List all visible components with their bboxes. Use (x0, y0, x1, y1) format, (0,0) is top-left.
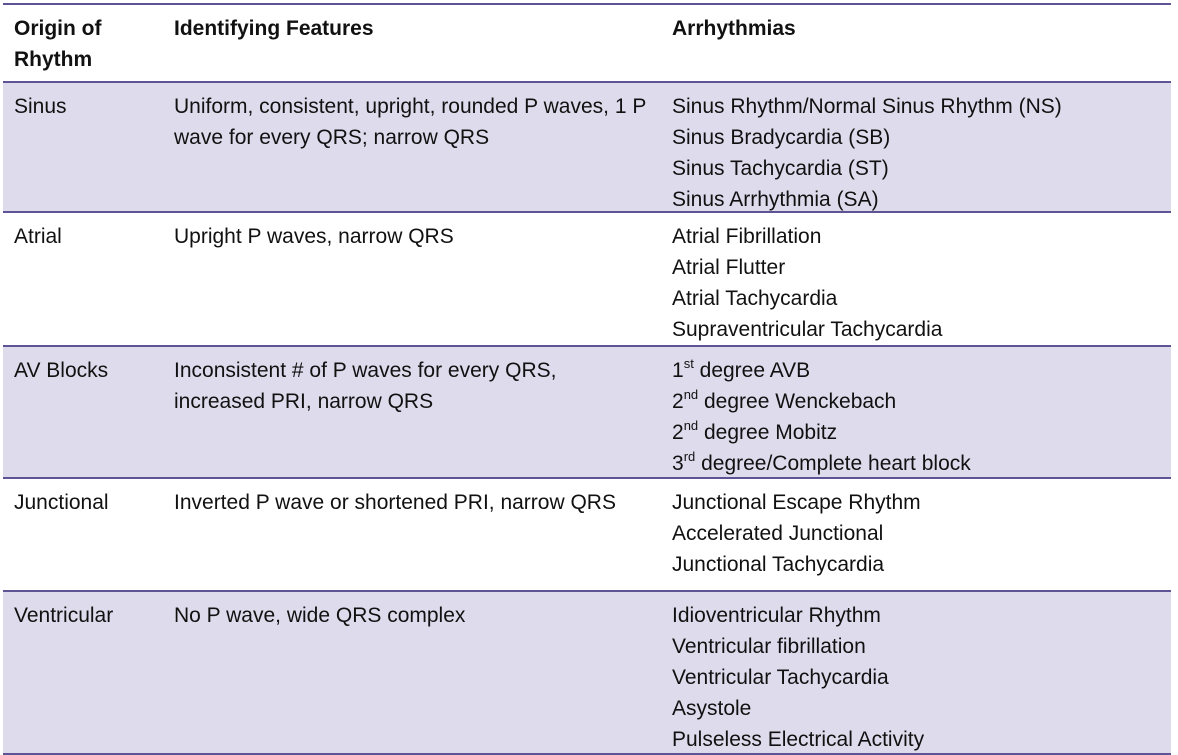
arrhythmia-text: 3 (672, 452, 684, 475)
arrhythmia-text: Atrial Flutter (672, 256, 786, 279)
arrhythmia-text: Ventricular fibrillation (672, 635, 866, 658)
arrhythmia-text-rest: degree Wenckebach (698, 390, 897, 413)
arrhythmias-cell (661, 592, 1171, 753)
arrhythmia-text: Ventricular Tachycardia (672, 666, 889, 689)
table-header-row (3, 5, 1171, 83)
ordinal-suffix: rd (683, 449, 696, 464)
header-origin: Origin of Rhythm (14, 17, 102, 71)
table-row (3, 83, 1171, 213)
arrhythmia-text: 2 (672, 421, 684, 444)
arrhythmia-text: Sinus Bradycardia (SB) (672, 126, 891, 149)
arrhythmia-text: Sinus Arrhythmia (SA) (672, 188, 879, 211)
features-cell: Uniform, consistent, upright, rounded P waves, 1 P wave for every QRS; narrow QRS (174, 95, 646, 149)
origin-cell: Junctional (14, 491, 109, 514)
arrhythmia-text-rest: degree AVB (693, 359, 811, 382)
arrhythmia-item (672, 549, 1161, 580)
features-cell: No P wave, wide QRS complex (174, 604, 466, 627)
arrhythmia-item (672, 600, 1161, 631)
arrhythmia-item (672, 386, 1161, 417)
arrhythmias-cell (661, 479, 1171, 590)
header-arrhythmias: Arrhythmias (672, 17, 796, 40)
arrhythmia-text: 1 (672, 359, 684, 382)
arrhythmia-item (672, 153, 1161, 184)
arrhythmia-item (672, 518, 1161, 549)
arrhythmia-text: 2 (672, 390, 684, 413)
origin-cell: Ventricular (14, 604, 114, 627)
arrhythmia-text: Pulseless Electrical Activity (672, 728, 925, 751)
features-cell: Inconsistent # of P waves for every QRS, increased PRI, narrow QRS (174, 359, 557, 413)
arrhythmia-item (672, 487, 1161, 518)
arrhythmia-item (672, 221, 1161, 252)
arrhythmia-item (672, 417, 1161, 448)
arrhythmia-text: Atrial Fibrillation (672, 225, 822, 248)
ordinal-suffix: nd (683, 387, 699, 402)
features-cell: Upright P waves, narrow QRS (174, 225, 454, 248)
arrhythmia-item (672, 314, 1161, 345)
arrhythmia-item (672, 448, 1161, 479)
arrhythmia-text: Sinus Tachycardia (ST) (672, 157, 889, 180)
arrhythmia-text: Junctional Tachycardia (672, 553, 885, 576)
header-features: Identifying Features (174, 17, 374, 40)
ordinal-suffix: st (683, 356, 694, 371)
arrhythmia-text: Supraventricular Tachycardia (672, 318, 943, 341)
arrhythmia-item (672, 693, 1161, 724)
table-row (3, 479, 1171, 592)
arrhythmia-item (672, 631, 1161, 662)
features-cell: Inverted P wave or shortened PRI, narrow QRS (174, 491, 616, 514)
table-row (3, 347, 1171, 479)
arrhythmia-text: Atrial Tachycardia (672, 287, 838, 310)
arrhythmia-text: Junctional Escape Rhythm (672, 491, 921, 514)
arrhythmia-item (672, 283, 1161, 314)
arrhythmias-cell (661, 213, 1171, 345)
origin-cell: AV Blocks (14, 359, 109, 382)
arrhythmia-item (672, 184, 1161, 215)
arrhythmia-text: Sinus Rhythm/Normal Sinus Rhythm (NS) (672, 95, 1062, 118)
origin-cell: Atrial (14, 225, 62, 248)
ordinal-suffix: nd (683, 418, 699, 433)
rhythm-table (3, 3, 1171, 755)
arrhythmia-text-rest: degree/Complete heart block (695, 452, 971, 475)
arrhythmia-item (672, 662, 1161, 693)
arrhythmia-item (672, 122, 1161, 153)
arrhythmia-text-rest: degree Mobitz (698, 421, 838, 444)
arrhythmias-cell (661, 83, 1171, 211)
table-row (3, 592, 1171, 753)
origin-cell: Sinus (14, 95, 67, 118)
arrhythmia-item (672, 355, 1161, 386)
arrhythmia-item (672, 252, 1161, 283)
arrhythmia-item (672, 724, 1161, 755)
arrhythmias-cell (661, 347, 1171, 477)
arrhythmia-item (672, 91, 1161, 122)
arrhythmia-text: Idioventricular Rhythm (672, 604, 881, 627)
arrhythmia-text: Asystole (672, 697, 752, 720)
arrhythmia-text: Accelerated Junctional (672, 522, 884, 545)
table-row (3, 213, 1171, 347)
